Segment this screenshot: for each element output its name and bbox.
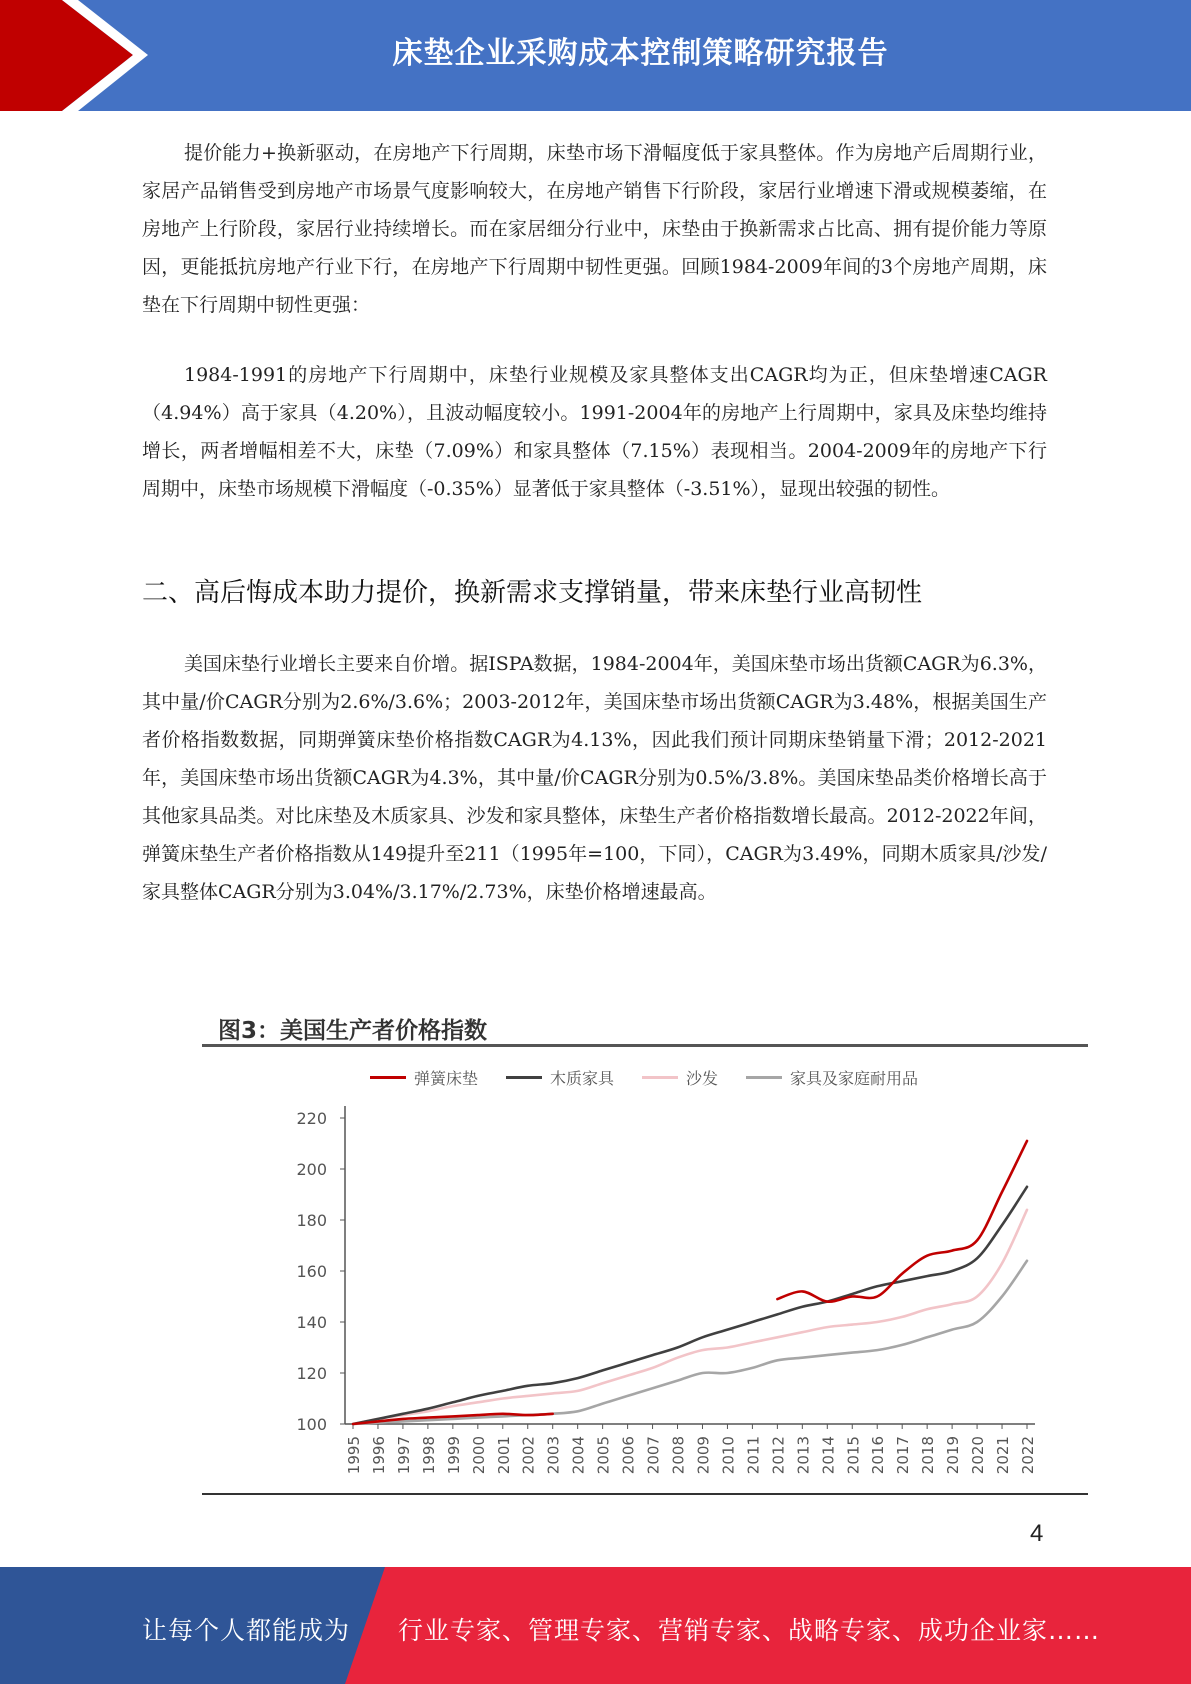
x-tick-label: 2021 <box>994 1436 1013 1475</box>
x-tick-label: 2004 <box>569 1436 588 1475</box>
figure-chart <box>200 988 1088 1498</box>
x-tick-label: 2020 <box>969 1436 988 1475</box>
series-line <box>777 1141 1027 1302</box>
paragraph-3: 美国床垫行业增长主要来自价增。据ISPA数据，1984-2004年，美国床垫市场出货额CAGR为6.3%，其中量/价CAGR分别为2.6%/3.6%；2003-2012年，美国床垫市场出货额CAGR为3.48%，根据美国生产者价格指数数据，同期弹簧床垫价格指数CAGR为4.13%，因此我们预计同期床垫销量下滑；2012-2021年，美国床垫市场出货额CAGR为4.3%，其中量/价CAGR分别为0.5%/3.8%。美国床垫品类价格增长高于其他家具品类。对比床垫及木质家具、沙发和家具整体，床垫生产者价格指数增长最高。2012-2022年间，弹簧床垫生产者价格指数从149提升至211（1995年=100，下同），CAGR为3.49%，同期木质家具/沙发/家具整体CAGR分别为3.04%/3.17%/2.73%，床垫价格增速最高。 <box>142 653 1047 903</box>
x-tick-label: 2012 <box>769 1436 788 1475</box>
x-tick-label: 2002 <box>519 1436 538 1475</box>
x-tick-label: 2017 <box>894 1436 913 1475</box>
x-tick-label: 2019 <box>944 1436 963 1475</box>
x-tick-label: 1996 <box>369 1436 388 1475</box>
y-tick-label: 100 <box>296 1415 327 1434</box>
series-line <box>353 1187 1027 1424</box>
x-tick-label: 2001 <box>494 1436 513 1475</box>
x-tick-label: 2016 <box>869 1436 888 1475</box>
legend-label: 沙发 <box>686 1069 719 1088</box>
y-tick-label: 160 <box>296 1262 327 1281</box>
x-tick-label: 2005 <box>594 1436 613 1475</box>
x-tick-label: 2010 <box>719 1436 738 1475</box>
x-tick-label: 2013 <box>794 1436 813 1475</box>
x-tick-label: 2009 <box>694 1436 713 1475</box>
paragraph-1: 提价能力+换新驱动，在房地产下行周期，床垫市场下滑幅度低于家具整体。作为房地产后周期行业，家居产品销售受到房地产市场景气度影响较大，在房地产销售下行阶段，家居行业增速下滑或规模萎缩，在房地产上行阶段，家居行业持续增长。而在家居细分行业中，床垫由于换新需求占比高、拥有提价能力等原因，更能抵抗房地产行业下行，在房地产下行周期中韧性更强。回顾1984-2009年间的3个房地产周期，床垫在下行周期中韧性更强： <box>142 142 1047 316</box>
footer-slogan-left: 让每个人都能成为 <box>142 1616 351 1645</box>
line-chart <box>200 988 1088 1498</box>
x-tick-label: 1998 <box>419 1436 438 1475</box>
section-heading: 二、高后悔成本助力提价，换新需求支撑销量，带来床垫行业高韧性 <box>142 578 923 608</box>
x-tick-label: 2015 <box>844 1436 863 1475</box>
report-title: 床垫企业采购成本控制策略研究报告 <box>392 36 889 71</box>
legend-label: 木质家具 <box>549 1069 614 1088</box>
x-tick-label: 2000 <box>469 1436 488 1475</box>
chart-title: 图3：美国生产者价格指数 <box>218 1018 488 1044</box>
x-tick-label: 2003 <box>544 1436 563 1475</box>
y-tick-label: 180 <box>296 1211 327 1230</box>
paragraph-2: 1984-1991的房地产下行周期中，床垫行业规模及家具整体支出CAGR均为正，但床垫增速CAGR（4.94%）高于家具（4.20%），且波动幅度较小。1991-2004年的房地产上行周期中，家具及床垫均维持增长，两者增幅相差不大，床垫（7.09%）和家具整体（7.15%）表现相当。2004-2009年的房地产下行周期中，床垫市场规模下滑幅度（-0.35%）显著低于家具整体（-3.51%），显现出较强的韧性。 <box>142 364 1047 500</box>
x-tick-label: 2006 <box>619 1436 638 1475</box>
x-tick-label: 2014 <box>819 1436 838 1475</box>
page-header <box>0 0 1191 111</box>
x-tick-label: 2008 <box>669 1436 688 1475</box>
x-tick-label: 2007 <box>644 1436 663 1475</box>
legend-label: 弹簧床垫 <box>413 1069 478 1088</box>
series-line <box>353 1210 1027 1424</box>
x-tick-label: 2022 <box>1019 1436 1037 1475</box>
page-footer <box>0 1567 1191 1684</box>
x-tick-label: 1995 <box>345 1436 363 1475</box>
x-tick-label: 2011 <box>744 1436 763 1475</box>
x-tick-label: 1999 <box>444 1436 463 1475</box>
legend-label: 家具及家庭耐用品 <box>790 1069 919 1088</box>
x-tick-label: 2018 <box>919 1436 938 1475</box>
footer-slogan-right: 行业专家、管理专家、营销专家、战略专家、成功企业家…… <box>398 1616 1101 1645</box>
chart-bottom-rule <box>202 1493 1088 1495</box>
page-number: 4 <box>1030 1520 1044 1547</box>
y-tick-label: 220 <box>296 1109 327 1128</box>
x-tick-label: 1997 <box>394 1436 413 1475</box>
y-tick-label: 140 <box>296 1313 327 1332</box>
y-tick-label: 200 <box>296 1160 327 1179</box>
y-tick-label: 120 <box>296 1364 327 1383</box>
